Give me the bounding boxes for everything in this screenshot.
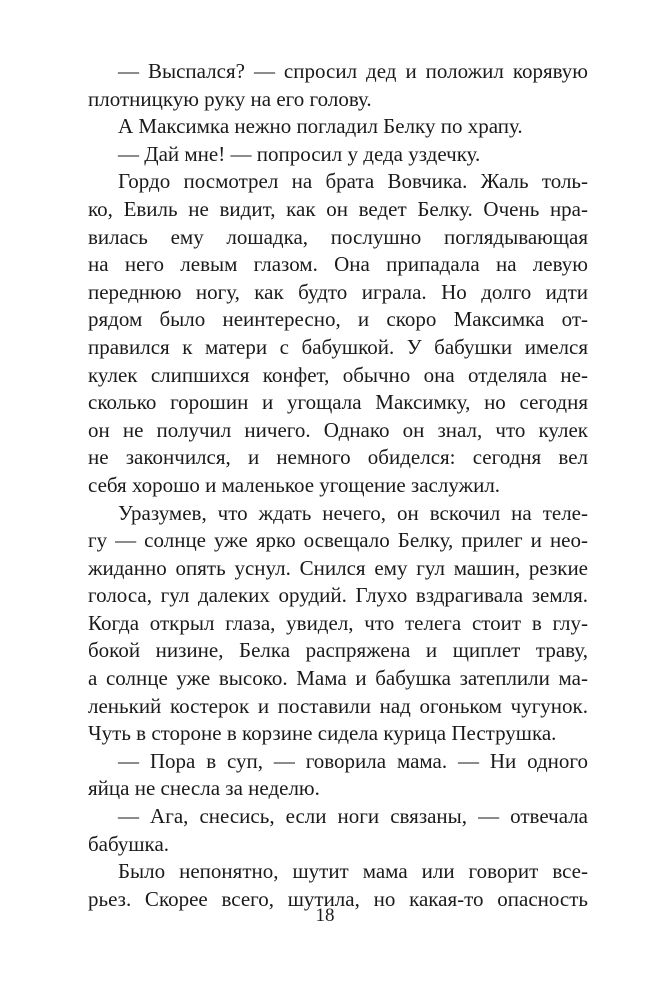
text-line: на него левым глазом. Она припадала на левую — [88, 252, 588, 277]
text-line: себя хорошо и маленькое угощение заслужил. — [88, 472, 501, 497]
text-line: правился к матери с бабушкой. У бабушки имелся — [88, 334, 588, 359]
text-line: Уразумев, что ждать нечего, он вскочил на теле- — [118, 500, 588, 525]
text-line: не закончился, и немного обиделся: сегодня вел — [88, 445, 588, 470]
text-line: — Ага, снесись, если ноги связаны, — отвечала — [118, 804, 588, 829]
text-line: Гордо посмотрел на брата Вовчика. Жаль толь- — [118, 169, 588, 194]
text-line: А Максимка нежно погладил Белку по храпу. — [118, 114, 523, 139]
text-line: сколько горошин и угощала Максимку, но сегодня — [88, 390, 588, 415]
body-text — [88, 58, 588, 913]
text-line: жиданно опять уснул. Снился ему гул машин, резкие — [88, 555, 588, 580]
text-line: Чуть в стороне в корзине сидела курица Пеструшка. — [88, 721, 557, 746]
text-line: плотницкую руку на его голову. — [88, 86, 372, 111]
text-line: бабушка. — [88, 831, 170, 856]
text-line: а солнце уже высоко. Мама и бабушка затеплили ма- — [88, 666, 588, 691]
text-line: переднюю ногу, как будто играла. Но долго идти — [88, 279, 588, 304]
text-line: ленький костерок и поставили над огоньком чугунок. — [88, 693, 588, 718]
text-line: ко, Евиль не видит, как он ведет Белку. Очень нра- — [88, 196, 588, 221]
text-line: рьез. Скорее всего, шутила, но какая-то опасность — [88, 886, 588, 911]
text-line: — Пора в суп, — говорила мама. — Ни одного — [118, 748, 588, 773]
text-line: он не получил ничего. Однако он знал, что кулек — [88, 417, 588, 442]
text-line: голоса, гул далеких орудий. Глухо вздрагивала земля. — [88, 583, 588, 608]
text-line: кулек слипшихся конфет, обычно она отделяла не- — [88, 362, 588, 387]
text-line: — Выспался? — спросил дед и положил корявую — [118, 59, 588, 83]
text-line: — Дай мне! — попросил у деда уздечку. — [118, 141, 481, 166]
text-line: вилась ему лошадка, послушно поглядывающая — [88, 224, 588, 249]
text-line: Когда открыл глаза, увидел, что телега стоит в глу- — [88, 610, 588, 635]
text-line: Было непонятно, шутит мама или говорит все- — [118, 859, 588, 884]
text-line: гу — солнце уже ярко освещало Белку, прилег и нео- — [88, 528, 588, 553]
page-number: 18 — [315, 905, 335, 926]
text-line: рядом было неинтересно, и скоро Максимка от- — [88, 307, 588, 332]
text-line: яйца не снесла за неделю. — [88, 776, 320, 801]
text-line: бокой низине, Белка распряжена и щиплет траву, — [88, 638, 588, 663]
